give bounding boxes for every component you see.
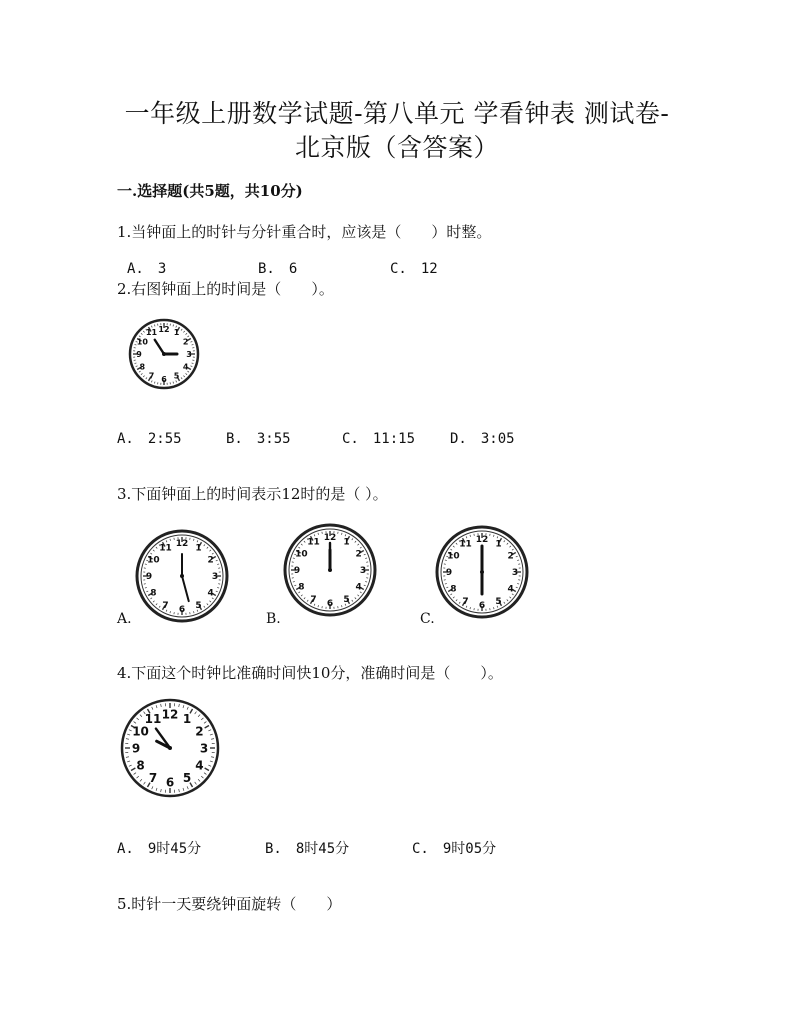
clock-number: 6: [165, 775, 175, 790]
page-title-line-2: 北京版（含答案）: [294, 133, 499, 162]
clock-number: 3: [186, 349, 192, 359]
question-3-label-b: B.: [266, 611, 281, 627]
clock-number: 4: [507, 584, 514, 595]
clock-number: 4: [195, 758, 204, 773]
clock-number: 10: [295, 549, 308, 560]
clock-number: 1: [173, 328, 180, 338]
question-4-clock: [119, 697, 221, 799]
clock-number: 12: [158, 324, 170, 334]
question-2-option-b: B. 3:55: [226, 431, 291, 447]
clock-number: 9: [136, 349, 142, 359]
clock-number: 3: [199, 741, 209, 756]
question-3-clock-a: [134, 528, 230, 624]
clock-number: 7: [462, 596, 469, 607]
clock-number: 12: [475, 535, 489, 546]
clock-number: 9: [131, 741, 141, 756]
clock-number: 5: [343, 594, 350, 605]
clock-number: 2: [182, 337, 189, 347]
clock-center: [480, 570, 484, 574]
clock-number: 2: [507, 551, 514, 562]
clock-number: 5: [495, 596, 502, 607]
clock-number: 11: [144, 711, 162, 726]
clock-number: 1: [495, 539, 502, 550]
clock-number: 5: [195, 600, 202, 611]
clock-number: 12: [161, 707, 179, 722]
question-3-text: 3.下面钟面上的时间表示12时的是（ ）。: [117, 485, 388, 503]
question-4-option-b: B. 8时45分: [265, 841, 350, 857]
question-2-option-c: C. 11:15: [342, 431, 416, 447]
question-1-text: 1.当钟面上的时针与分针重合时，应该是（ ）时整。: [117, 223, 492, 241]
question-2-text: 2.右图钟面上的时间是（ ）。: [117, 280, 334, 298]
clock-number: 7: [148, 371, 155, 381]
question-4-option-a: A. 9时45分: [117, 841, 202, 857]
clock-center: [168, 746, 172, 750]
clock-number: 11: [307, 537, 320, 548]
clock-number: 11: [159, 543, 172, 554]
clock-number: 12: [323, 533, 337, 544]
clock-number: 10: [447, 551, 460, 562]
clock-number: 6: [478, 601, 486, 612]
question-4-option-c: C. 9时05分: [412, 841, 497, 857]
clock-number: 11: [459, 539, 472, 550]
clock-center: [180, 574, 184, 578]
question-3-clock-c: [434, 524, 530, 620]
clock-center: [162, 352, 166, 356]
clock-number: 2: [195, 724, 204, 739]
clock-number: 7: [310, 594, 317, 605]
question-4-text: 4.下面这个时钟比准确时间快10分，准确时间是（ ）。: [117, 664, 503, 682]
clock-number: 12: [175, 539, 189, 550]
clock-number: 4: [355, 582, 362, 593]
clock-number: 5: [173, 371, 180, 381]
clock-number: 7: [162, 600, 169, 611]
clock-number: 1: [182, 711, 192, 726]
clock-number: 1: [343, 537, 350, 548]
clock-number: 3: [511, 568, 519, 579]
question-2-option-a: A. 2:55: [117, 431, 182, 447]
clock-number: 7: [148, 770, 158, 785]
clock-number: 4: [207, 588, 214, 599]
clock-number: 2: [355, 549, 362, 560]
clock-number: 9: [293, 566, 301, 577]
question-5-text: 5.时针一天要绕钟面旋转（ ）: [117, 895, 342, 913]
clock-number: 8: [298, 582, 305, 593]
clock-number: 4: [182, 362, 189, 372]
clock-number: 8: [450, 584, 457, 595]
clock-number: 10: [147, 555, 160, 566]
clock-number: 3: [359, 566, 367, 577]
question-1-option-b: B. 6: [258, 261, 298, 277]
clock-number: 6: [178, 605, 186, 616]
clock-number: 8: [150, 588, 157, 599]
clock-face: [130, 320, 198, 388]
page-title-line-1: 一年级上册数学试题-第八单元 学看钟表 测试卷-: [124, 99, 670, 128]
clock-number: 2: [207, 555, 214, 566]
section-heading: 一.选择题(共5题，共10分): [117, 182, 303, 200]
clock-number: 8: [139, 362, 146, 372]
question-3-clock-b: [282, 522, 378, 618]
clock-number: 10: [132, 724, 149, 739]
clock-number: 10: [136, 337, 148, 347]
question-3-label-c: C.: [420, 611, 435, 627]
clock-number: 3: [211, 572, 219, 583]
clock-number: 6: [161, 374, 167, 384]
clock-number: 11: [145, 328, 158, 338]
question-2-option-d: D. 3:05: [450, 431, 515, 447]
question-1-option-c: C. 12: [390, 261, 438, 277]
clock-number: 9: [145, 572, 153, 583]
question-3-label-a: A.: [117, 611, 132, 627]
clock-number: 1: [195, 543, 202, 554]
clock-center: [328, 568, 332, 572]
clock-number: 9: [445, 568, 453, 579]
question-1-option-a: A. 3: [127, 261, 167, 277]
clock-number: 8: [136, 758, 145, 773]
clock-number: 5: [182, 770, 192, 785]
clock-number: 6: [326, 599, 334, 610]
question-2-clock: [128, 318, 200, 390]
